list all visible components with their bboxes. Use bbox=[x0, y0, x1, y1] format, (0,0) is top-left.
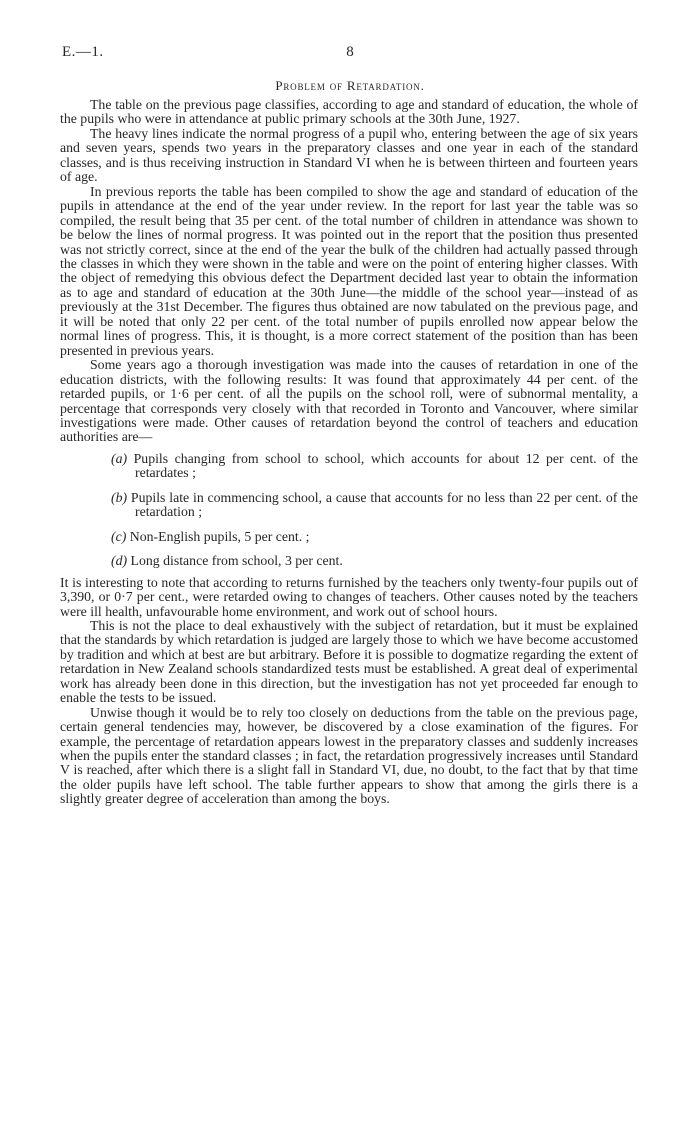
list-item-text: Pupils changing from school to school, which accounts for about 12 per cent. of the retardates ; bbox=[133, 450, 639, 481]
paragraph: In previous reports the table has been compiled to show the age and standard of education of the pupils in attendance at the end of the year under review. In the report for last year the table was so compiled, the result being that 35 per cent. of the total number of children in attendance was shown to be below the lines of normal progress. It was pointed out in the report that the position thus presented was not strictly correct, since at the end of the year the bulk of the children had actually passed through the classes in which they were shown in the table and were on the point of entering higher classes. With the object of remedying this obvious defect the Department decided last year to obtain the information as to age and standard of education at the 30th June—the middle of the school year—instead of as previously at the 31st December. The figures thus obtained are now tabulated on the previous page, and it will be noted that only 22 per cent. of the total number of pupils enrolled now appear below the normal lines of progress. This, it is thought, is a more correct statement of the position than has been presented in previous years. bbox=[60, 183, 638, 358]
list-item-marker: (b) bbox=[111, 489, 128, 505]
list-item-text: Long distance from school, 3 per cent. bbox=[130, 553, 343, 569]
paragraph: It is interesting to note that according to returns furnished by the teachers only twenty-four pupils out of 3,390, or 0·7 per cent., were retarded owing to changes of teachers. Other causes noted by the teachers were ill health, unfavourable home environment, and work out of school hours. bbox=[60, 574, 638, 619]
list-item bbox=[60, 452, 638, 481]
body-text bbox=[60, 98, 638, 807]
list-item bbox=[60, 530, 638, 544]
list-item-marker: (a) bbox=[111, 450, 128, 466]
paragraph: The table on the previous page classifies, according to age and standard of education, the whole of the pupils who were in attendance at public primary schools at the 30th June, 1927. bbox=[60, 97, 638, 127]
page-header bbox=[62, 44, 638, 66]
causes-list bbox=[60, 452, 638, 569]
list-item bbox=[60, 491, 638, 520]
list-item bbox=[60, 554, 638, 568]
paragraph: Some years ago a thorough investigation was made into the causes of retardation in one of the education districts, with the following results: It was found that approximately 44 per cent. of the retarded pupils, or 1·6 per cent. of all the pupils on the school roll, were of subnormal mentality, a percentage that corresponds very closely with that recorded in Toronto and Vancouver, where similar investigations were made. Other causes of retardation beyond the control of teachers and education authorities are— bbox=[60, 357, 638, 445]
page-number: 8 bbox=[346, 44, 354, 60]
list-item-text: Pupils late in commencing school, a cause that accounts for no less than 22 per cent. of the retardation ; bbox=[130, 489, 639, 520]
paragraph: Unwise though it would be to rely too closely on deductions from the table on the previous page, certain general tendencies may, however, be discovered by a close examination of the figures. For example, the percentage of retardation appears lowest in the preparatory classes and suddenly increases when the pupils enter the standard classes ; in fact, the retardation progressively increases until Standard V is reached, after which there is a slight fall in Standard VI, due, no doubt, to the fact that by that time the older pupils have left school. The table further appears to show that among the girls there is a slightly greater degree of acceleration than among the boys. bbox=[60, 704, 638, 807]
list-item-text: Non-English pupils, 5 per cent. ; bbox=[129, 528, 310, 544]
list-item-marker: (c) bbox=[111, 528, 127, 544]
document-reference: E.—1. bbox=[62, 44, 104, 60]
paragraph: The heavy lines indicate the normal progress of a pupil who, entering between the age of six years and seven years, spends two years in the preparatory classes and one year in each of the standard classes, and is thus receiving instruction in Standard VI when he is between thirteen and fourteen years of age. bbox=[60, 125, 638, 185]
section-title: Problem of Retardation. bbox=[275, 78, 425, 93]
list-item-marker: (d) bbox=[111, 553, 128, 569]
paragraph: This is not the place to deal exhaustively with the subject of retardation, but it must be explained that the standards by which retardation is judged are largely those to which we have become accustomed by tradition and which at best are but arbitrary. Before it is possible to dogmatize regarding the extent of retardation in New Zealand schools standardized tests must be established. A great deal of experimental work has already been done in this direction, but the investigation has not yet proceeded far enough to enable the tests to be issued. bbox=[60, 617, 638, 706]
